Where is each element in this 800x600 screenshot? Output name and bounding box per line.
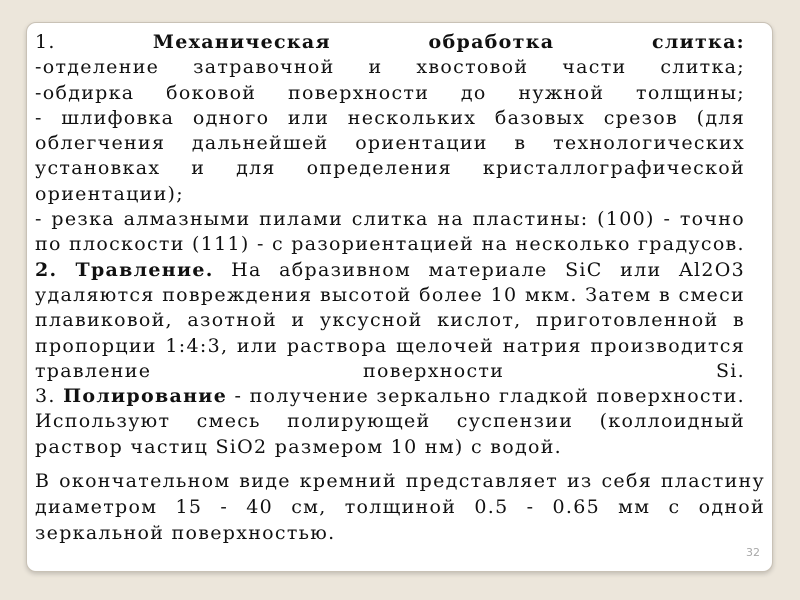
page-number: 32 <box>746 546 760 559</box>
section3-number: 3. <box>35 385 56 408</box>
section3-paragraph <box>35 384 745 460</box>
section2-paragraph <box>35 258 745 384</box>
section2-body: На абразивном материале SiC или Al2O3 удаляются повреждения высотой более 10 мкм. Затем в смеси плавиковой, азотной и уксусной кислот, приготовленной в пропорции 1:4:3, или раствора щелочей натрия производится травление поверхности Si. <box>35 258 745 382</box>
section1-item: -отделение затравочной и хвостовой части слитка; <box>35 56 745 79</box>
section3-title: Полирование <box>63 385 228 408</box>
section1-item: - шлифовка одного или нескольких базовых срезов (для облегчения дальнейшей ориентации в технологических установках и для определения кристаллографической ориентации); <box>35 106 745 205</box>
section2-title: 2. Травление. <box>35 258 214 281</box>
section1-heading <box>35 30 745 55</box>
slide-content <box>35 30 745 460</box>
section1-number: 1. <box>35 31 56 53</box>
section3-body: - получение зеркально гладкой поверхности. Используют смесь полирующей суспензии (коллоидный раствор частиц SiO2 размером 10 нм) с водой. <box>35 385 745 458</box>
conclusion-paragraph: В окончательном виде кремний представляет из себя пластину диаметром 15 - 40 см, толщиной 0.5 - 0.65 мм с одной зеркальной поверхностью. <box>35 470 765 544</box>
section1-item: - резка алмазными пилами слитка на пластины: (100) - точно по плоскости (111) - с разориентацией на несколько градусов. <box>35 208 745 256</box>
slide <box>26 22 773 572</box>
section1-title: Механическая обработка слитка: <box>152 31 746 53</box>
section1-item: -обдирка боковой поверхности до нужной толщины; <box>35 81 745 104</box>
